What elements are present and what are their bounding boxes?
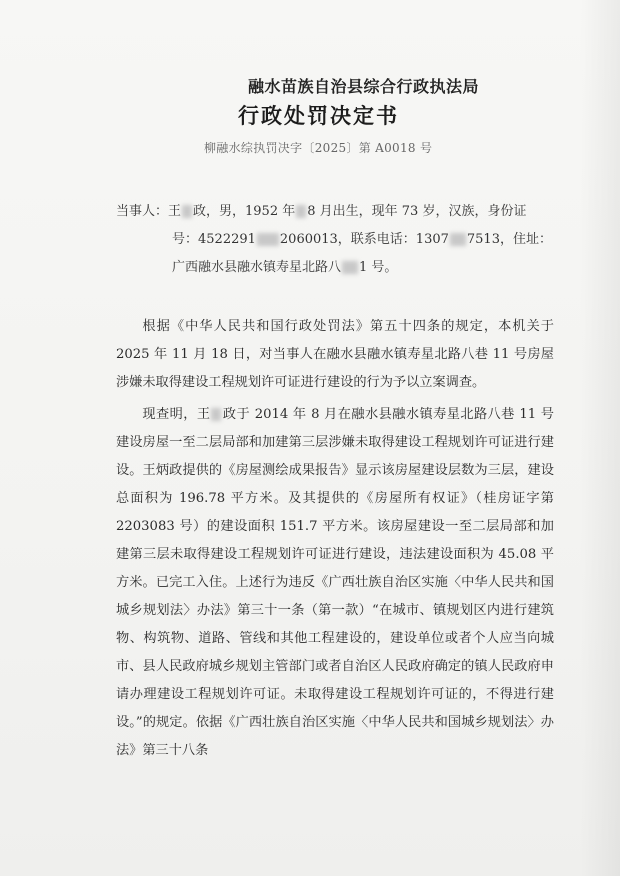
- party-text: 2060013，联系电话：1307: [279, 232, 449, 247]
- party-info: [116, 198, 586, 282]
- redaction-blur: [182, 205, 192, 218]
- redaction-blur: [296, 205, 306, 218]
- party-line-3: [116, 254, 586, 282]
- party-text: 号：4522291: [172, 232, 256, 247]
- agency-name: 融水苗族自治县综合行政执法局: [248, 77, 480, 96]
- redaction-blur: [257, 233, 279, 246]
- page-edge-shadow: [580, 0, 620, 876]
- redaction-blur: [450, 233, 466, 246]
- party-text: 政，男，1952 年: [193, 204, 296, 219]
- party-line-2: [116, 226, 586, 254]
- party-text: 7513，住址：: [466, 232, 552, 247]
- paragraph-case-filing: 根据《中华人民共和国行政处罚法》第五十四条的规定，本机关于 2025 年 11 月 18 日，对当事人在融水县融水镇寿星北路八巷 11 号房屋涉嫌未取得建设工程规划许可证进行建设的行为予以立案调查。: [116, 319, 554, 390]
- findings-text: 政于 2014 年 8 月在融水县融水镇寿星北路八巷 11 号建设房屋一至二层局部和加建第三层涉嫌未取得建设工程规划许可证进行建设。王炳政提供的《房屋测绘成果报告》显示该房屋建设层数为三层，建设总面积为 196.78 平方米。及其提供的《房屋所有权证》（桂房证字第 2203083 号）的建设面积 151.7 平方米。该房屋建设一至二层局部和加建第三层未取得建设工程规划许可证进行建设，违法建设面积为 45.08 平方米。已完工入住。上述行为违反《广西壮族自治区实施〈中华人民共和国城乡规划法〉办法》第三十一条（第一款）“在城市、镇规划区内进行建筑物、构筑物、道路、管线和其他工程建设的，建设单位或者个人应当向城市、县人民政府城乡规划主管部门或者自治区人民政府确定的镇人民政府申请办理建设工程规划许可证。未取得建设工程规划许可证的，不得进行建设。”的规定。依据《广西壮族自治区实施〈中华人民共和国城乡规划法〉办法》第三十八条: [116, 407, 554, 758]
- party-text: 1 号。: [359, 260, 398, 275]
- document-title: 行政处罚决定书: [238, 103, 399, 128]
- redaction-blur: [342, 261, 358, 274]
- document-number: 柳融水综执罚决字〔2025〕第 A0018 号: [204, 141, 433, 155]
- paragraph-findings: [116, 401, 554, 765]
- party-text: 8 月出生，现年 73 岁，汉族，身份证: [307, 204, 527, 219]
- party-text: 广西融水县融水镇寿星北路八: [172, 260, 342, 275]
- findings-text: 现查明，王: [142, 407, 211, 422]
- redaction-blur: [211, 408, 221, 421]
- party-text: 当事人：王: [116, 204, 182, 219]
- decision-body: [116, 313, 554, 765]
- party-line-1: [116, 198, 586, 226]
